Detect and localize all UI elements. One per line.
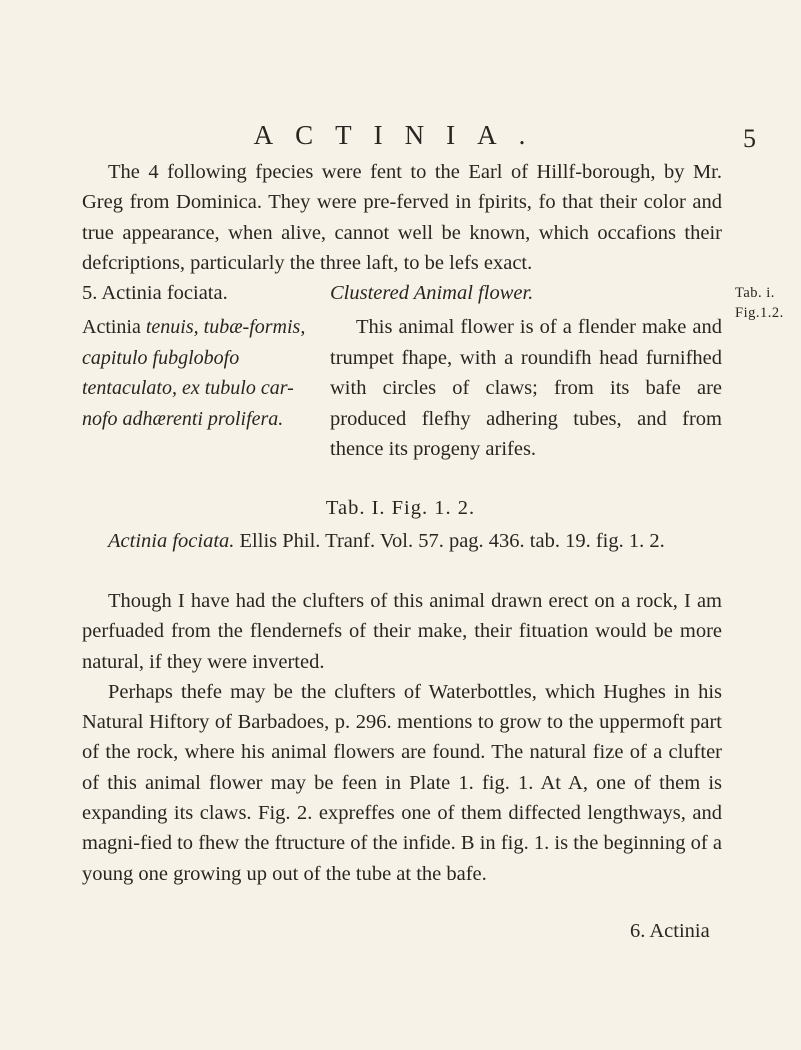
tab-reference-line1: Tab. i. [735,285,775,301]
citation-text [82,526,722,556]
body-paragraph: Though I have had the clufters of this animal drawn erect on a rock, I am perfuaded from the flendernefs of their make, their fituation would be more natural, if they were inverted. [82,590,722,673]
english-description-text: This animal flower is of a flender make and trumpet fhape, with a roundifh head furnifhed with circles of claws; from its bafe are produced flefhy adhering tubes, and from thence its progeny arifes. [330,316,722,460]
page-number: 5 [743,124,756,153]
latin-description [82,312,314,434]
tab-reference-line2: Fig.1.2. [735,305,784,321]
catchword: 6. Actinia [630,920,710,942]
tab-reference [735,283,784,323]
intro-paragraph [82,157,722,278]
tab-caption: Tab. I. Fig. 1. 2. [325,497,476,519]
body-paragraph: Perhaps thefe may be the clufters of Waterbottles, which Hughes in his Natural Hiftory of Barbadoes, p. 296. mentions to grow to the uppermoft part of the rock, where his animal flowers are found. The natural fize of a clufter of this animal flower may be feen in Plate 1. fig. 1. At A, one of them is expanding its claws. Fig. 2. expreffes one of them diffected lengthways, and magni-fied to fhew the ftructure of the infide. B in fig. 1. is the beginning of a young one growing up out of the tube at the bafe. [82,680,722,885]
latin-description-prefix: Actinia [82,316,141,338]
entry-english-name: Clustered Animal flower. [330,282,534,304]
citation-italic: Actinia fociata. [108,530,235,552]
citation-rest: Ellis Phil. Tranf. Vol. 57. pag. 436. tab. 19. fig. 1. 2. [234,530,665,552]
latin-description-italic: tenuis, tubæ-formis, capitulo fubglobofo tentaculato, ex tubulo car-nofo adhærenti prolifera. [82,316,306,430]
intro-text: The 4 following fpecies were fent to the Earl of Hillf-borough, by Mr. Greg from Dominica. They were pre-ferved in fpirits, fo that their color and true appearance, when alive, cannot well be known, which occafions their defcriptions, particularly the three laft, to be lefs exact. [82,161,722,274]
running-title: ACTINIA. [253,120,548,150]
body-paragraphs [82,586,722,889]
english-description [330,312,722,465]
citation [82,526,722,556]
entry-latin-name: 5. Actinia fociata. [82,282,228,304]
